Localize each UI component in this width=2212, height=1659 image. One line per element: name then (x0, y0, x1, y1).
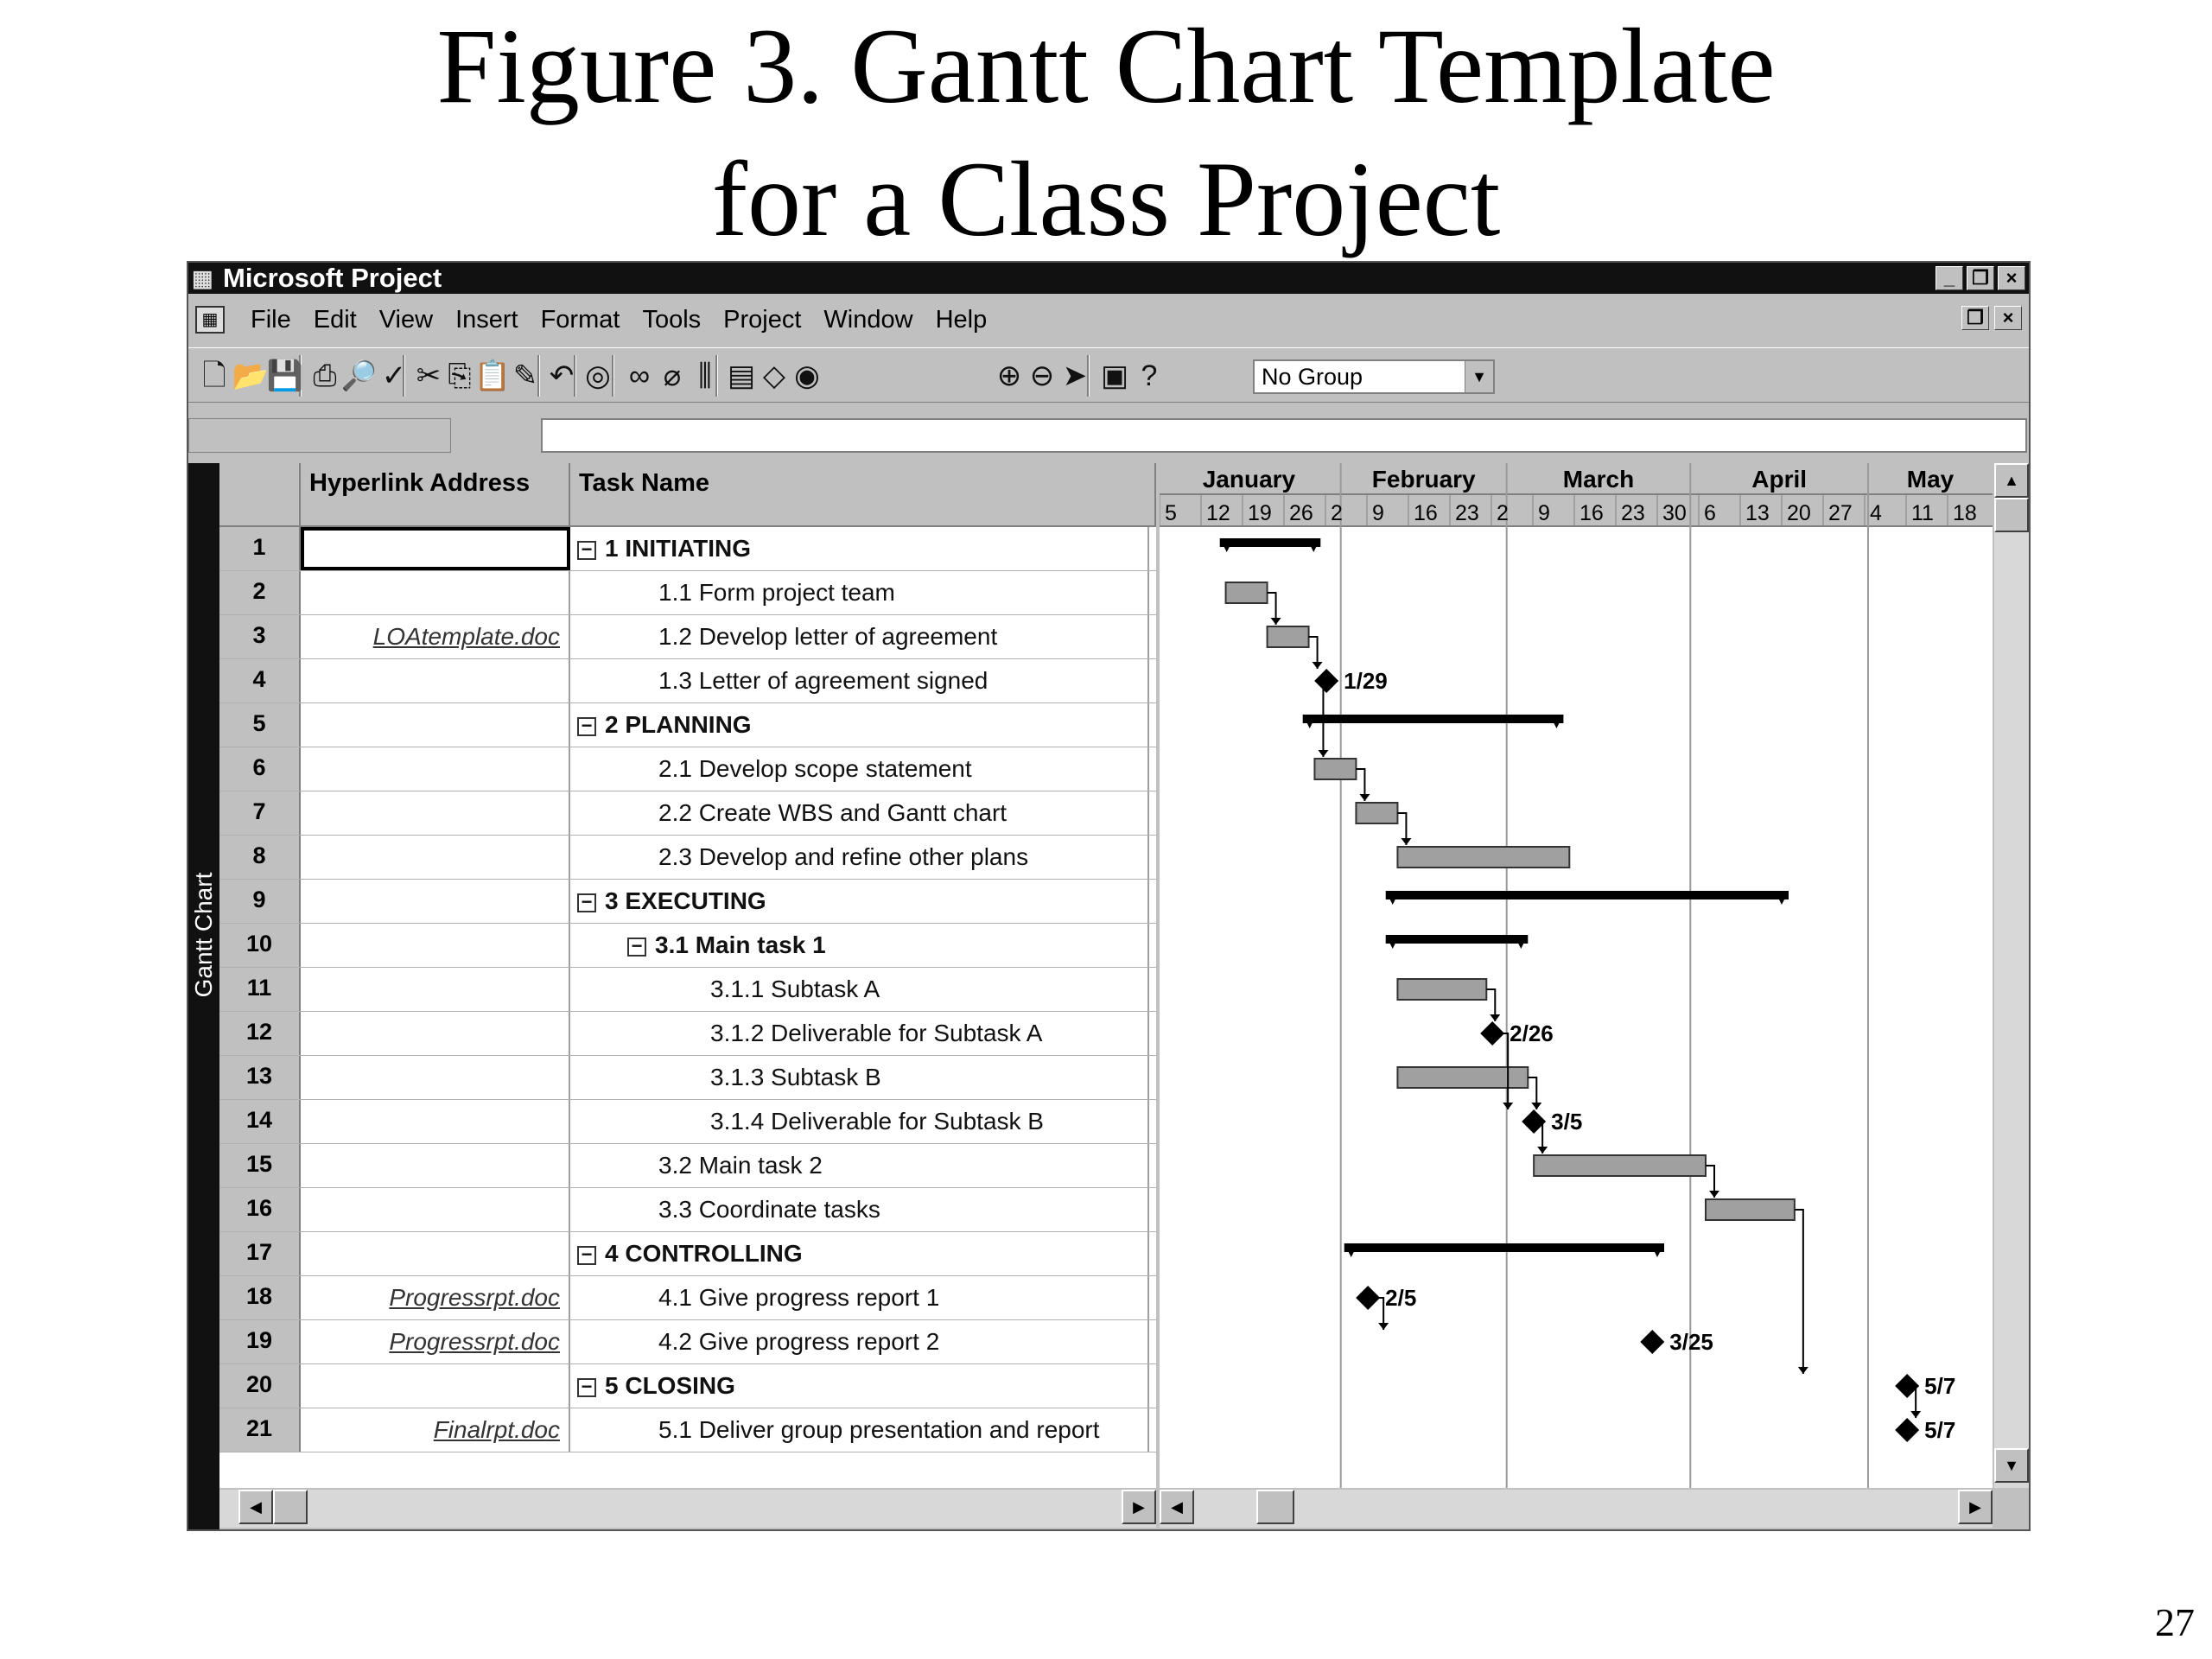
task-name-cell[interactable] (570, 791, 1149, 835)
hyperlink-cell[interactable]: Progressrpt.doc (301, 1276, 570, 1319)
vscroll-thumb[interactable] (1994, 498, 2029, 532)
scroll-thumb[interactable] (273, 1490, 308, 1524)
month-label: March (1562, 466, 1635, 493)
hyperlink-cell[interactable] (301, 1188, 570, 1231)
table-row[interactable] (219, 1320, 1156, 1364)
row-number[interactable]: 11 (219, 968, 301, 1011)
table-row[interactable] (219, 1188, 1156, 1232)
chart-vscrollbar[interactable] (1994, 463, 2029, 1488)
week-label: 26 (1289, 501, 1313, 525)
task-name-label: 3.1 Main task 1 (655, 931, 826, 958)
table-row[interactable] (219, 968, 1156, 1012)
table-row[interactable] (219, 659, 1156, 703)
dependency-arrow (1359, 794, 1370, 801)
task-bar (1706, 1199, 1795, 1220)
week-label: 16 (1580, 501, 1604, 525)
close-button[interactable]: × (1998, 266, 2025, 290)
table-row[interactable] (219, 1232, 1156, 1276)
dependency-arrow (1798, 1367, 1808, 1374)
paste-icon[interactable]: 📋 (474, 359, 512, 392)
notes-icon[interactable]: ◇ (762, 359, 786, 392)
dependency-arrow (1537, 1147, 1548, 1154)
hyperlink-cell[interactable] (301, 659, 570, 702)
menu-view[interactable]: View (378, 306, 434, 334)
task-name-label: 3.2 Main task 2 (658, 1152, 823, 1179)
hyperlink-cell[interactable] (301, 1144, 570, 1187)
chart-scroll-thumb[interactable] (1256, 1490, 1294, 1524)
scroll-right-button[interactable]: ▶ (1122, 1490, 1156, 1524)
hyperlink-cell[interactable]: LOAtemplate.doc (301, 615, 570, 658)
milestone-label: 2/5 (1385, 1285, 1417, 1311)
copy-icon[interactable]: ⎘ (448, 359, 472, 392)
task-name-cell[interactable] (570, 1320, 1149, 1363)
week-label: 13 (1745, 501, 1770, 525)
task-name-label: 1.3 Letter of agreement signed (658, 667, 988, 694)
ms-project-window (187, 261, 2031, 1531)
column-header-task-name[interactable]: Task Name (570, 463, 1156, 527)
new-icon[interactable]: 🗋 (202, 359, 226, 392)
milestone-label: 2/26 (1510, 1020, 1554, 1046)
project-icon: ▦ (192, 265, 213, 291)
slide-title-line2: for a Class Project (711, 140, 1501, 258)
month-label: January (1202, 466, 1296, 493)
hyperlink-cell[interactable] (301, 924, 570, 967)
select-all-corner[interactable] (219, 463, 301, 527)
row-number[interactable]: 7 (219, 791, 301, 835)
table-row[interactable] (219, 880, 1156, 924)
row-number[interactable]: 17 (219, 1232, 301, 1275)
scroll-left-button[interactable]: ◀ (238, 1490, 273, 1524)
row-number[interactable]: 16 (219, 1188, 301, 1231)
table-row[interactable] (219, 1100, 1156, 1144)
dependency-arrow (1503, 1103, 1513, 1109)
row-number[interactable]: 12 (219, 1012, 301, 1055)
menu-window[interactable]: Window (823, 306, 913, 334)
gantt-svg (1160, 463, 1993, 1488)
week-label: 4 (1870, 501, 1882, 525)
table-row[interactable] (219, 1056, 1156, 1100)
zoom-out-icon[interactable]: ⊖ (1029, 359, 1055, 392)
task-name-cell[interactable] (570, 747, 1149, 791)
entry-bar (188, 411, 2029, 456)
collapse-toggle-icon[interactable]: − (577, 717, 596, 736)
dependency-arrow (1318, 750, 1328, 757)
milestone-label: 5/7 (1924, 1417, 1956, 1443)
task-name-label: 2.3 Develop and refine other plans (658, 843, 1029, 870)
table-row[interactable] (219, 1364, 1156, 1408)
scroll-down-button[interactable]: ▼ (1994, 1448, 2029, 1483)
row-number[interactable]: 3 (219, 615, 301, 658)
task-name-label: 2 PLANNING (605, 711, 752, 738)
week-label: 2 (1497, 501, 1509, 525)
month-label: February (1371, 466, 1476, 493)
undo-icon[interactable]: ↶ (549, 359, 575, 392)
task-name-cell[interactable] (570, 1100, 1149, 1143)
week-label: 20 (1787, 501, 1811, 525)
task-bar (1534, 1155, 1706, 1176)
task-name-cell[interactable] (570, 703, 1149, 747)
collapse-toggle-icon[interactable]: − (577, 893, 596, 912)
dependency-line (1795, 1210, 1803, 1374)
task-name-label: 4.2 Give progress report 2 (658, 1328, 940, 1355)
milestone-label: 5/7 (1924, 1373, 1956, 1399)
row-number[interactable]: 1 (219, 527, 301, 570)
row-number[interactable]: 10 (219, 924, 301, 967)
table-hscrollbar[interactable] (219, 1490, 1156, 1528)
week-label: 11 (1911, 501, 1934, 525)
menu-insert[interactable]: Insert (455, 306, 518, 334)
hyperlink-cell[interactable]: Finalrpt.doc (301, 1408, 570, 1452)
copy-picture-icon[interactable]: ▣ (1100, 359, 1129, 392)
chevron-down-icon[interactable]: ▼ (1465, 361, 1493, 392)
summary-bar (1303, 715, 1564, 723)
hyperlink-cell[interactable] (301, 1232, 570, 1275)
zoom-in-icon[interactable]: ⊕ (996, 359, 1022, 392)
hyperlink-cell[interactable] (301, 791, 570, 835)
week-label: 27 (1828, 501, 1853, 525)
hyperlink-cell[interactable] (301, 1100, 570, 1143)
task-name-label: 5 CLOSING (605, 1372, 735, 1399)
hyperlink-cell[interactable] (301, 747, 570, 791)
row-number[interactable]: 19 (219, 1320, 301, 1363)
summary-bar (1344, 1243, 1664, 1252)
link-icon[interactable]: ∞ (628, 359, 651, 392)
title-bar (188, 263, 2029, 294)
row-number[interactable]: 8 (219, 836, 301, 879)
document-icon[interactable]: ▦ (195, 306, 225, 334)
row-number[interactable]: 4 (219, 659, 301, 702)
split-icon[interactable]: ⫼ (698, 359, 712, 392)
task-table (219, 463, 1156, 1488)
chart-scroll-right-button[interactable]: ▶ (1958, 1490, 1993, 1524)
task-name-cell[interactable] (570, 1012, 1149, 1055)
format-painter-icon[interactable]: ✎ (512, 359, 538, 392)
dependency-arrow (1271, 618, 1281, 625)
table-row[interactable] (219, 1276, 1156, 1320)
dependency-arrow (1531, 1103, 1541, 1109)
group-select-value: No Group (1262, 364, 1363, 390)
row-number[interactable]: 13 (219, 1056, 301, 1099)
unlink-icon[interactable]: ⌀ (663, 359, 682, 392)
milestone-label: 3/25 (1669, 1329, 1713, 1355)
entry-cancel-area (188, 418, 451, 453)
chart-hscrollbar[interactable] (1160, 1490, 1993, 1528)
task-name-label: 3 EXECUTING (605, 887, 766, 914)
page-number: 27 (2155, 1600, 2195, 1644)
week-label: 23 (1455, 501, 1479, 525)
task-name-cell[interactable] (570, 571, 1149, 614)
table-row[interactable] (219, 747, 1156, 791)
task-name-cell[interactable] (570, 1364, 1149, 1408)
menu-project[interactable]: Project (723, 306, 802, 334)
summary-bar (1220, 538, 1321, 547)
summary-bar (1386, 935, 1529, 944)
task-name-cell[interactable] (570, 1232, 1149, 1275)
row-number[interactable]: 14 (219, 1100, 301, 1143)
chart-scroll-left-button[interactable]: ◀ (1160, 1490, 1194, 1524)
collapse-toggle-icon[interactable]: − (577, 1378, 596, 1397)
task-name-label: 3.1.2 Deliverable for Subtask A (710, 1020, 1043, 1046)
spelling-icon[interactable]: ✓ (381, 359, 407, 392)
task-name-label: 5.1 Deliver group presentation and report (658, 1416, 1100, 1443)
print-preview-icon[interactable]: 🔎 (340, 359, 378, 392)
save-icon[interactable]: 💾 (266, 359, 304, 392)
milestone-label: 3/5 (1551, 1109, 1583, 1135)
view-bar[interactable] (188, 463, 219, 1531)
week-label: 16 (1414, 501, 1438, 525)
menu-format[interactable]: Format (540, 306, 620, 334)
task-name-cell[interactable] (570, 836, 1149, 879)
month-label: May (1906, 466, 1955, 493)
dependency-arrow (1709, 1191, 1719, 1198)
week-label: 2 (1331, 501, 1343, 525)
task-name-cell[interactable] (570, 659, 1149, 702)
doc-restore-button[interactable]: ❐ (1961, 306, 1989, 330)
table-row[interactable] (219, 924, 1156, 968)
task-name-label: 2.2 Create WBS and Gantt chart (658, 799, 1007, 826)
task-name-cell[interactable] (570, 615, 1149, 658)
table-row[interactable] (219, 615, 1156, 659)
task-name-cell[interactable] (570, 968, 1149, 1011)
row-number[interactable]: 20 (219, 1364, 301, 1408)
task-bar (1356, 803, 1397, 823)
week-label: 6 (1704, 501, 1716, 525)
dependency-arrow (1378, 1323, 1389, 1330)
minimize-button[interactable]: _ (1936, 266, 1963, 290)
row-number[interactable]: 18 (219, 1276, 301, 1319)
row-number[interactable]: 9 (219, 880, 301, 923)
hyperlink-cell[interactable] (301, 1056, 570, 1099)
week-label: 9 (1538, 501, 1550, 525)
row-number[interactable]: 6 (219, 747, 301, 791)
task-name-cell[interactable] (570, 1276, 1149, 1319)
menu-bar (188, 299, 2029, 340)
slide-title-line1: Figure 3. Gantt Chart Template (436, 7, 1776, 125)
standard-toolbar (188, 347, 2029, 403)
week-label: 23 (1621, 501, 1645, 525)
collapse-toggle-icon[interactable]: − (577, 541, 596, 560)
milestone-diamond (1640, 1330, 1664, 1354)
collapse-toggle-icon[interactable]: − (627, 938, 646, 957)
dependency-arrow (1313, 662, 1323, 669)
dependency-arrow (1910, 1411, 1921, 1418)
table-row[interactable] (219, 791, 1156, 836)
milestone-diamond (1895, 1418, 1919, 1442)
table-row[interactable] (219, 836, 1156, 880)
table-row[interactable] (219, 703, 1156, 747)
hyperlink-cell[interactable] (301, 571, 570, 614)
table-row[interactable] (219, 1144, 1156, 1188)
task-bar (1397, 847, 1569, 868)
goto-task-icon[interactable]: ➤ (1062, 359, 1088, 392)
task-bar (1226, 582, 1268, 603)
week-label: 30 (1662, 501, 1687, 525)
restore-button[interactable]: ❐ (1967, 266, 1994, 290)
menu-file[interactable]: File (251, 306, 291, 334)
milestone-label: 1/29 (1344, 668, 1388, 694)
task-info-icon[interactable]: ▤ (727, 359, 756, 392)
assign-resources-icon[interactable]: ◉ (794, 359, 820, 392)
doc-close-button[interactable]: × (1994, 306, 2022, 330)
slide-title (0, 0, 2212, 266)
task-name-label: 3.1.3 Subtask B (710, 1064, 881, 1090)
row-number[interactable]: 21 (219, 1408, 301, 1452)
row-number[interactable]: 2 (219, 571, 301, 614)
task-name-cell[interactable] (570, 880, 1149, 923)
cut-icon[interactable]: ✂ (416, 359, 442, 392)
menu-tools[interactable]: Tools (642, 306, 702, 334)
task-name-label: 1.2 Develop letter of agreement (658, 623, 998, 650)
group-select[interactable] (1253, 359, 1495, 394)
task-name-label: 3.1.4 Deliverable for Subtask B (710, 1108, 1044, 1135)
task-name-cell[interactable] (570, 1188, 1149, 1231)
gantt-chart (1160, 463, 1993, 1488)
task-name-cell[interactable] (570, 527, 1149, 570)
task-name-label: 2.1 Develop scope statement (658, 755, 972, 782)
table-row[interactable] (219, 1408, 1156, 1452)
table-row[interactable] (219, 571, 1156, 615)
web-icon[interactable]: ◎ (585, 359, 611, 392)
row-number[interactable]: 15 (219, 1144, 301, 1187)
task-name-label: 1 INITIATING (605, 535, 752, 562)
hyperlink-cell[interactable] (301, 1012, 570, 1055)
task-name-cell[interactable] (570, 1144, 1149, 1187)
dependency-arrow (1401, 838, 1411, 845)
week-label: 9 (1372, 501, 1384, 525)
open-icon[interactable]: 📂 (232, 359, 270, 392)
task-bar (1314, 759, 1356, 779)
view-label: Gantt Chart (190, 872, 217, 998)
week-label: 18 (1953, 501, 1977, 525)
table-row[interactable] (219, 527, 1156, 571)
summary-bar (1386, 891, 1789, 899)
task-name-label: 3.1.1 Subtask A (710, 976, 880, 1002)
task-name-cell[interactable] (570, 1408, 1149, 1452)
hyperlink-cell[interactable] (301, 836, 570, 879)
row-number[interactable]: 5 (219, 703, 301, 747)
task-name-label: 1.1 Form project team (658, 579, 895, 606)
hyperlink-cell[interactable] (301, 703, 570, 747)
task-name-cell[interactable] (570, 1056, 1149, 1099)
collapse-toggle-icon[interactable]: − (577, 1246, 596, 1265)
hyperlink-cell[interactable] (301, 1364, 570, 1408)
hyperlink-cell[interactable]: Progressrpt.doc (301, 1320, 570, 1363)
month-label: April (1751, 466, 1808, 493)
entry-field[interactable] (541, 418, 2027, 453)
hyperlink-cell[interactable] (301, 527, 570, 570)
task-name-cell[interactable] (570, 924, 1149, 967)
week-label: 5 (1165, 501, 1177, 525)
table-row[interactable] (219, 1012, 1156, 1056)
task-bar (1397, 979, 1486, 1000)
column-header-hyperlink[interactable]: Hyperlink Address (301, 463, 570, 527)
task-name-label: 4.1 Give progress report 1 (658, 1284, 940, 1311)
task-name-label: 3.3 Coordinate tasks (658, 1196, 880, 1223)
print-icon[interactable]: ⎙ (313, 359, 337, 392)
hyperlink-cell[interactable] (301, 968, 570, 1011)
week-label: 12 (1206, 501, 1230, 525)
menu-help[interactable]: Help (935, 306, 988, 334)
task-name-label: 4 CONTROLLING (605, 1240, 803, 1267)
scroll-up-button[interactable]: ▲ (1994, 463, 2029, 498)
menu-edit[interactable]: Edit (313, 306, 357, 334)
hyperlink-cell[interactable] (301, 880, 570, 923)
help-icon[interactable]: ? (1141, 359, 1158, 392)
dependency-arrow (1490, 1014, 1500, 1021)
week-label: 19 (1248, 501, 1272, 525)
task-bar (1268, 626, 1309, 647)
window-title: Microsoft Project (223, 263, 442, 293)
